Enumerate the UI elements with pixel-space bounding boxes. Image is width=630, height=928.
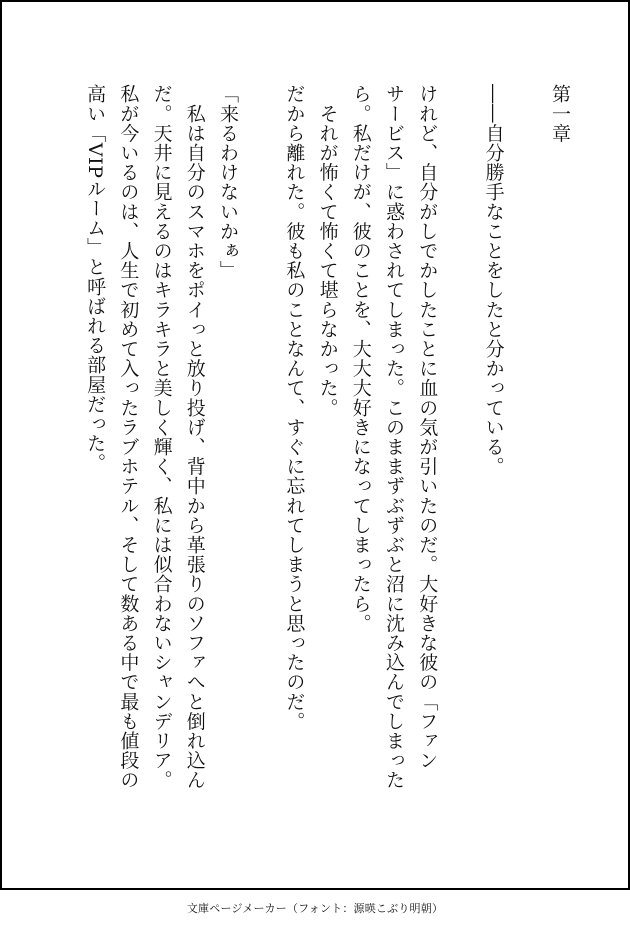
chapter-title: 第一章 bbox=[549, 84, 571, 143]
text-line: それが怖くて怖くて堪らなかった。 bbox=[316, 84, 339, 418]
text-line: 私は自分のスマホをポイっと放り投げ、背中から革張りのソファへと倒れ込ん bbox=[183, 84, 206, 790]
blank-line bbox=[510, 84, 543, 864]
text-line: 私が今いるのは、人生で初めて入ったラブホテル、そして数ある中で最も値段の bbox=[117, 84, 140, 790]
text-line: ――自分勝手なことをしたと分かっている。 bbox=[482, 84, 505, 476]
text-line bbox=[443, 84, 476, 864]
footer-credit: 文庫ページメーカー（フォント：源暎こぶり明朝） bbox=[186, 902, 444, 915]
text-line: だから離れた。彼も私のことなんて、すぐに忘れてしまうと思ったのだ。 bbox=[283, 84, 306, 731]
text-line: ら。私だけが、彼のことを、大大大好きになってしまったら。 bbox=[349, 84, 372, 633]
text-line: サービス」に惑わされてしまった。このままずぶずぶと沼に沈み込んでしまった bbox=[383, 84, 405, 790]
text-line: けれど、自分がしでかしたことに血の気が引いたのだ。大好きな彼の「ファン bbox=[416, 84, 439, 770]
text-line: 「来るわけないかぁ」 bbox=[216, 84, 239, 280]
vertical-text-block bbox=[78, 84, 576, 864]
text-line: だ。天井に見えるのはキラキラと美しく輝く、私には似合わないシャンデリア。 bbox=[150, 84, 173, 790]
text-line: 高い「VIPルーム」と呼ばれる部屋だった。 bbox=[84, 84, 107, 473]
text-line bbox=[244, 84, 277, 864]
